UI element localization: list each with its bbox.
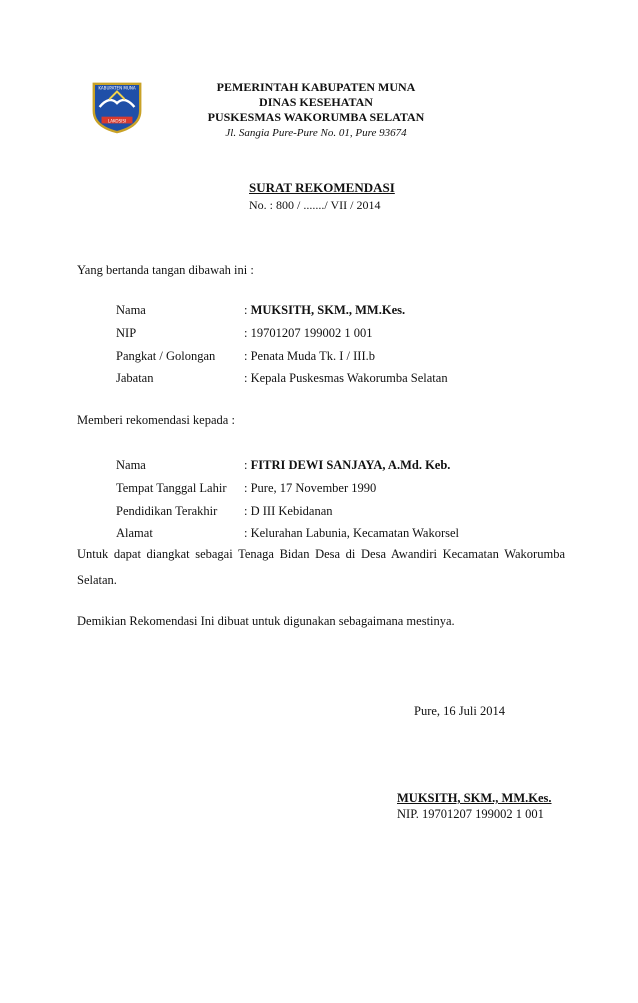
letter-title: SURAT REKOMENDASI — [249, 180, 395, 195]
signer-name-value — [244, 302, 405, 318]
letterhead-address: Jl. Sangia Pure-Pure No. 01, Pure 93674 — [225, 127, 407, 139]
closing-text: Demikian Rekomendasi Ini dibuat untuk digunakan sebagaimana mestinya. — [77, 614, 455, 628]
recipient-name-colon: : — [244, 458, 251, 472]
recommend-intro-text: Memberi rekomendasi kepada : — [77, 413, 235, 427]
recipient-address-label: Alamat — [116, 526, 153, 540]
letterhead-puskesmas: PUSKESMAS WAKORUMBA SELATAN — [207, 110, 425, 124]
letterhead-government: PEMERINTAH KABUPATEN MUNA — [216, 80, 416, 94]
recipient-birth-label: Tempat Tanggal Lahir — [116, 481, 227, 495]
signer-nip-value: : 19701207 199002 1 001 — [244, 326, 373, 340]
signer-position-value: : Kepala Puskesmas Wakorumba Selatan — [244, 371, 448, 385]
recipient-name-label: Nama — [116, 458, 146, 472]
signer-name-label: Nama — [116, 303, 146, 317]
place-date: Pure, 16 Juli 2014 — [414, 704, 505, 718]
recipient-name: FITRI DEWI SANJAYA, A.Md. Keb. — [250, 458, 451, 472]
signature-name: MUKSITH, SKM., MM.Kes. — [397, 791, 552, 805]
recipient-education-label: Pendidikan Terakhir — [116, 504, 218, 518]
purpose-paragraph: Untuk dapat diangkat sebagai Tenaga Bidan Desa di Desa Awandiri Kecamatan Wakorumba Selatan. — [77, 547, 565, 587]
intro-text: Yang bertanda tangan dibawah ini : — [77, 263, 254, 277]
signer-rank-value: : Penata Muda Tk. I / III.b — [244, 349, 375, 363]
recipient-address-value: : Kelurahan Labunia, Kecamatan Wakorsel — [244, 526, 459, 540]
signer-position-label: Jabatan — [116, 371, 154, 385]
signer-nip-label: NIP — [116, 326, 137, 340]
signer-rank-label: Pangkat / Golongan — [116, 349, 216, 363]
letter-number: No. : 800 / ......./ VII / 2014 — [249, 198, 381, 212]
signer-name-colon: : — [244, 303, 251, 317]
signer-name: MUKSITH, SKM., MM.Kes. — [250, 303, 406, 317]
letterhead-department: DINAS KESEHATAN — [259, 95, 373, 109]
kabupaten-muna-logo — [88, 78, 146, 136]
recipient-education-value: : D III Kebidanan — [244, 504, 333, 518]
signature-nip: NIP. 19701207 199002 1 001 — [397, 807, 544, 821]
recipient-birth-value: : Pure, 17 November 1990 — [244, 481, 377, 495]
logo-text-top: KABUPATEN MUNA — [98, 85, 136, 91]
recipient-name-value — [244, 457, 450, 473]
logo-text-bottom: LAKOSISI — [107, 118, 127, 124]
